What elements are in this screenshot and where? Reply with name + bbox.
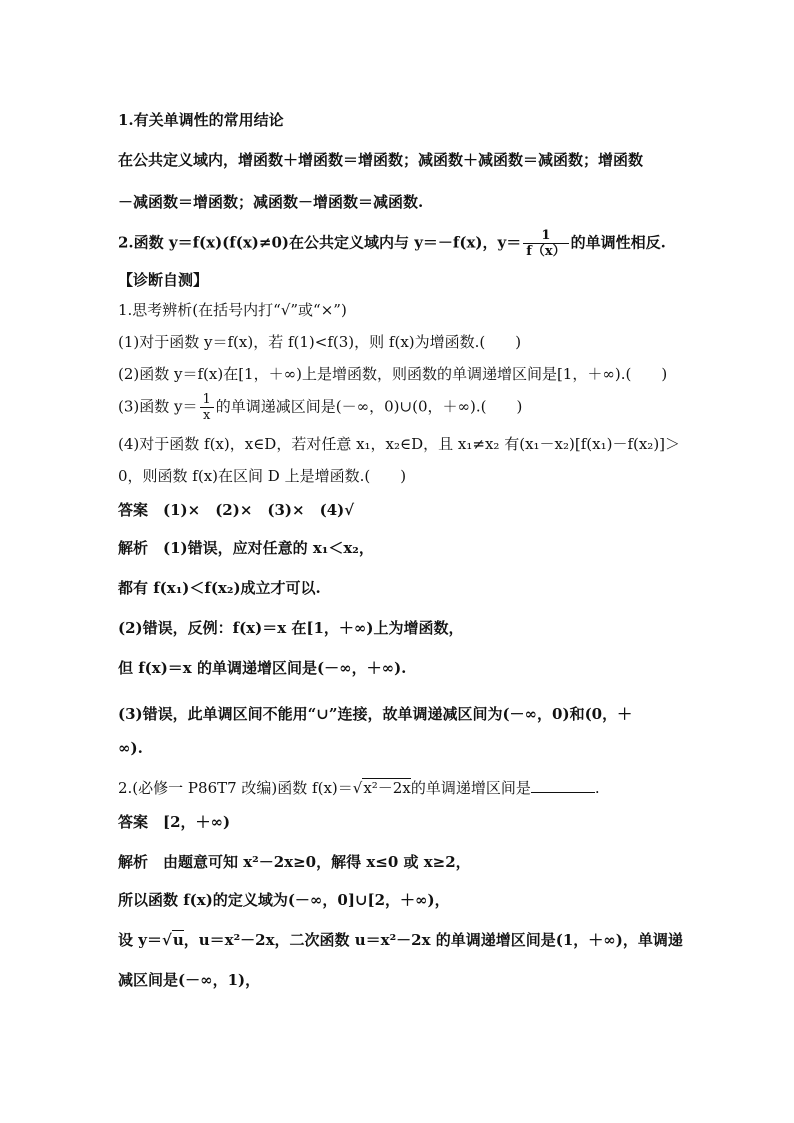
fraction-one-over-x bbox=[200, 392, 214, 423]
explanation-1-line-6: ∞). bbox=[118, 739, 143, 757]
answer-2: 答案 [2，＋∞) bbox=[118, 813, 231, 831]
answer-blank bbox=[531, 778, 595, 793]
sqrt-u: √u bbox=[161, 931, 184, 949]
diagnosis-heading: 【诊断自测】 bbox=[118, 271, 209, 289]
section-heading-monotonicity: 1.有关单调性的常用结论 bbox=[118, 111, 284, 129]
question-1-item-4-line-1: (4)对于函数 f(x)，x∈D，若对任意 x₁，x₂∈D，且 x₁≠x₂ 有(x₁－x₂)[f(x₁)－f(x₂)]＞ bbox=[118, 435, 681, 453]
question-1-item-4-line-2: 0，则函数 f(x)在区间 D 上是增函数.( ) bbox=[118, 467, 407, 485]
sqrt-radicand: u bbox=[172, 931, 184, 949]
question-1-item-2: (2)函数 y＝f(x)在[1，＋∞)上是增函数，则函数的单调递增区间是[1，＋∞).( ) bbox=[118, 365, 668, 383]
explanation-2-line-1: 解析 由题意可知 x²－2x≥0，解得 x≤0 或 x≥2， bbox=[118, 853, 471, 871]
explanation-2-line-4: 减区间是(－∞，1)， bbox=[118, 971, 261, 989]
question-1-title: 1.思考辨析(在括号内打“√”或“×”) bbox=[118, 301, 347, 319]
paragraph-rule-2: －减函数＝增函数；减函数－增函数＝减函数. bbox=[118, 193, 424, 211]
item-3-prefix: (3)函数 y＝ bbox=[118, 397, 198, 416]
sqrt-expression: √x²－2x bbox=[352, 779, 411, 797]
rule-3-suffix: 的单调性相反. bbox=[570, 233, 666, 252]
fraction-one-over-fx bbox=[523, 228, 568, 259]
exp-3-prefix: 设 y＝ bbox=[118, 931, 162, 949]
question-2-end: . bbox=[594, 779, 600, 797]
sqrt-radicand: x²－2x bbox=[363, 779, 411, 797]
item-3-suffix: 的单调递减区间是(－∞，0)∪(0，＋∞).( ) bbox=[215, 397, 523, 416]
question-2 bbox=[118, 778, 676, 798]
explanation-1-line-2: 都有 f(x₁)＜f(x₂)成立才可以. bbox=[118, 579, 321, 597]
explanation-2-line-2: 所以函数 f(x)的定义域为(－∞，0]∪[2，＋∞)， bbox=[118, 891, 450, 909]
exp-3-suffix: ，u＝x²－2x，二次函数 u＝x²－2x 的单调递增区间是(1，＋∞)，单调递 bbox=[183, 931, 683, 949]
fraction-denominator: f（x） bbox=[523, 243, 568, 259]
question-2-suffix: 的单调递增区间是 bbox=[410, 779, 531, 797]
answer-1: 答案 (1)× (2)× (3)× (4)√ bbox=[118, 501, 355, 519]
paragraph-rule-1: 在公共定义域内，增函数＋增函数＝增函数；减函数＋减函数＝减函数；增函数 bbox=[118, 151, 644, 169]
explanation-1-line-5: (3)错误，此单调区间不能用“∪”连接，故单调递减区间为(－∞，0)和(0，＋ bbox=[118, 705, 633, 723]
explanation-2-line-3 bbox=[118, 930, 683, 950]
rule-3-prefix: 2.函数 y＝f(x)(f(x)≠0)在公共定义域内与 y＝－f(x)，y＝ bbox=[118, 233, 522, 252]
fraction-numerator: 1 bbox=[541, 228, 551, 243]
question-1-item-3 bbox=[118, 392, 676, 428]
fraction-denominator: x bbox=[200, 407, 214, 423]
fraction-numerator: 1 bbox=[202, 392, 211, 407]
explanation-1-line-4: 但 f(x)＝x 的单调递增区间是(－∞，＋∞). bbox=[118, 659, 407, 677]
explanation-1-line-3: (2)错误，反例：f(x)＝x 在[1，＋∞)上为增函数， bbox=[118, 619, 464, 637]
question-2-prefix: 2.(必修一 P86T7 改编)函数 f(x)＝ bbox=[118, 779, 353, 797]
paragraph-rule-3 bbox=[118, 228, 676, 264]
question-1-item-1: (1)对于函数 y＝f(x)，若 f(1)<f(3)，则 f(x)为增函数.( ) bbox=[118, 333, 522, 351]
explanation-1-line-1: 解析 (1)错误，应对任意的 x₁＜x₂， bbox=[118, 539, 374, 557]
